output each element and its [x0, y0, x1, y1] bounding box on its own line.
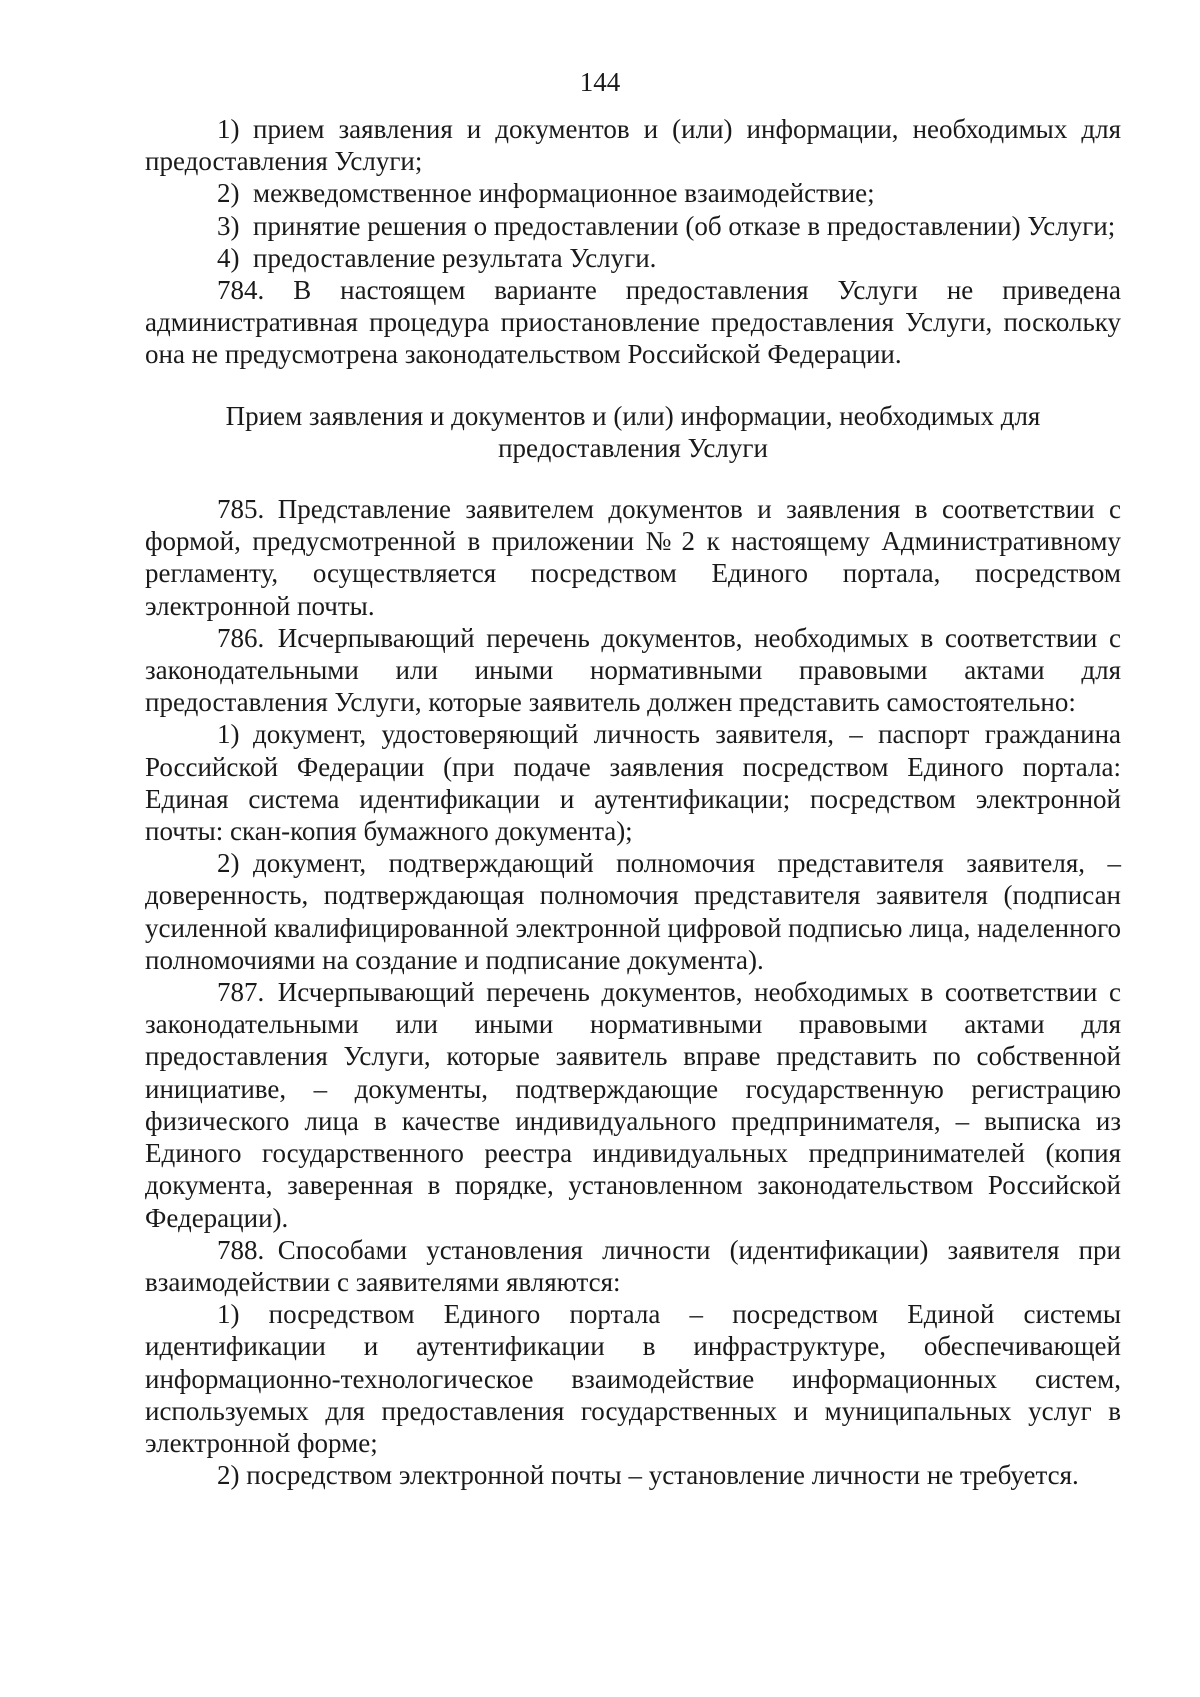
section-heading-line-1: Прием заявления и документов и (или) информации, необходимых для	[225, 400, 1041, 431]
paragraph-788-item-1: 1) посредством Единого портала – посредством Единой системы идентификации и аутентификации в инфраструктуре, обеспечивающей информационно-технологическое взаимодействие информационных систем, используемых для предоставления государственных и муниципальных услуг в электронной форме;	[145, 1299, 1121, 1458]
paragraph-785: 785. Представление заявителем документов и заявления в соответствии с формой, предусмотренной в приложении № 2 к настоящему Административному регламенту, осуществляется посредством Единого портала, посредством электронной почты.	[145, 494, 1121, 621]
paragraph-784: 784. В настоящем варианте предоставления Услуги не приведена административная процедура приостановление предоставления Услуги, поскольку она не предусмотрена законодательством Российской Федерации.	[145, 275, 1121, 370]
list-item-1: 1) прием заявления и документов и (или) информации, необходимых для предоставления Услуги;	[145, 114, 1121, 177]
section-heading	[145, 400, 1121, 464]
document-body	[145, 113, 1121, 1491]
paragraph-786-item-1: 1) документ, удостоверяющий личность заявителя, – паспорт гражданина Российской Федерации (при подаче заявления посредством Единого портала: Единая система идентификации и аутентификации; посредством электронной почты: скан-копия бумажного документа);	[145, 719, 1121, 847]
list-item-3: 3) принятие решения о предоставлении (об отказе в предоставлении) Услуги;	[217, 210, 1116, 241]
paragraph-786: 786. Исчерпывающий перечень документов, необходимых в соответствии с законодательными или иными нормативными правовыми актами для предоставления Услуги, которые заявитель должен представить самостоятельно:	[145, 622, 1121, 718]
list-item-2: 2) межведомственное информационное взаимодействие;	[217, 178, 875, 209]
paragraph-788: 788. Способами установления личности (идентификации) заявителя при взаимодействии с заявителями являются:	[145, 1234, 1121, 1297]
list-item-4: 4) предоставление результата Услуги.	[217, 242, 657, 273]
paragraph-788-item-2: 2) посредством электронной почты – установление личности не требуется.	[217, 1460, 1079, 1491]
paragraph-786-item-2: 2) документ, подтверждающий полномочия представителя заявителя, – доверенность, подтверждающая полномочия представителя заявителя (подписан усиленной квалифицированной электронной цифровой подписью лица, наделенного полномочиями на создание и подписание документа).	[145, 848, 1121, 975]
paragraph-787: 787. Исчерпывающий перечень документов, необходимых в соответствии с законодательными или иными нормативными правовыми актами для предоставления Услуги, которые заявитель вправе представить по собственной инициативе, – документы, подтверждающие государственную регистрацию физического лица в качестве индивидуального предпринимателя, – выписка из Единого государственного реестра индивидуальных предпринимателей (копия документа, заверенная в порядке, установленном законодательством Российской Федерации).	[145, 977, 1121, 1233]
section-heading-line-2: предоставления Услуги	[498, 432, 768, 463]
page-number: 144	[579, 67, 621, 97]
